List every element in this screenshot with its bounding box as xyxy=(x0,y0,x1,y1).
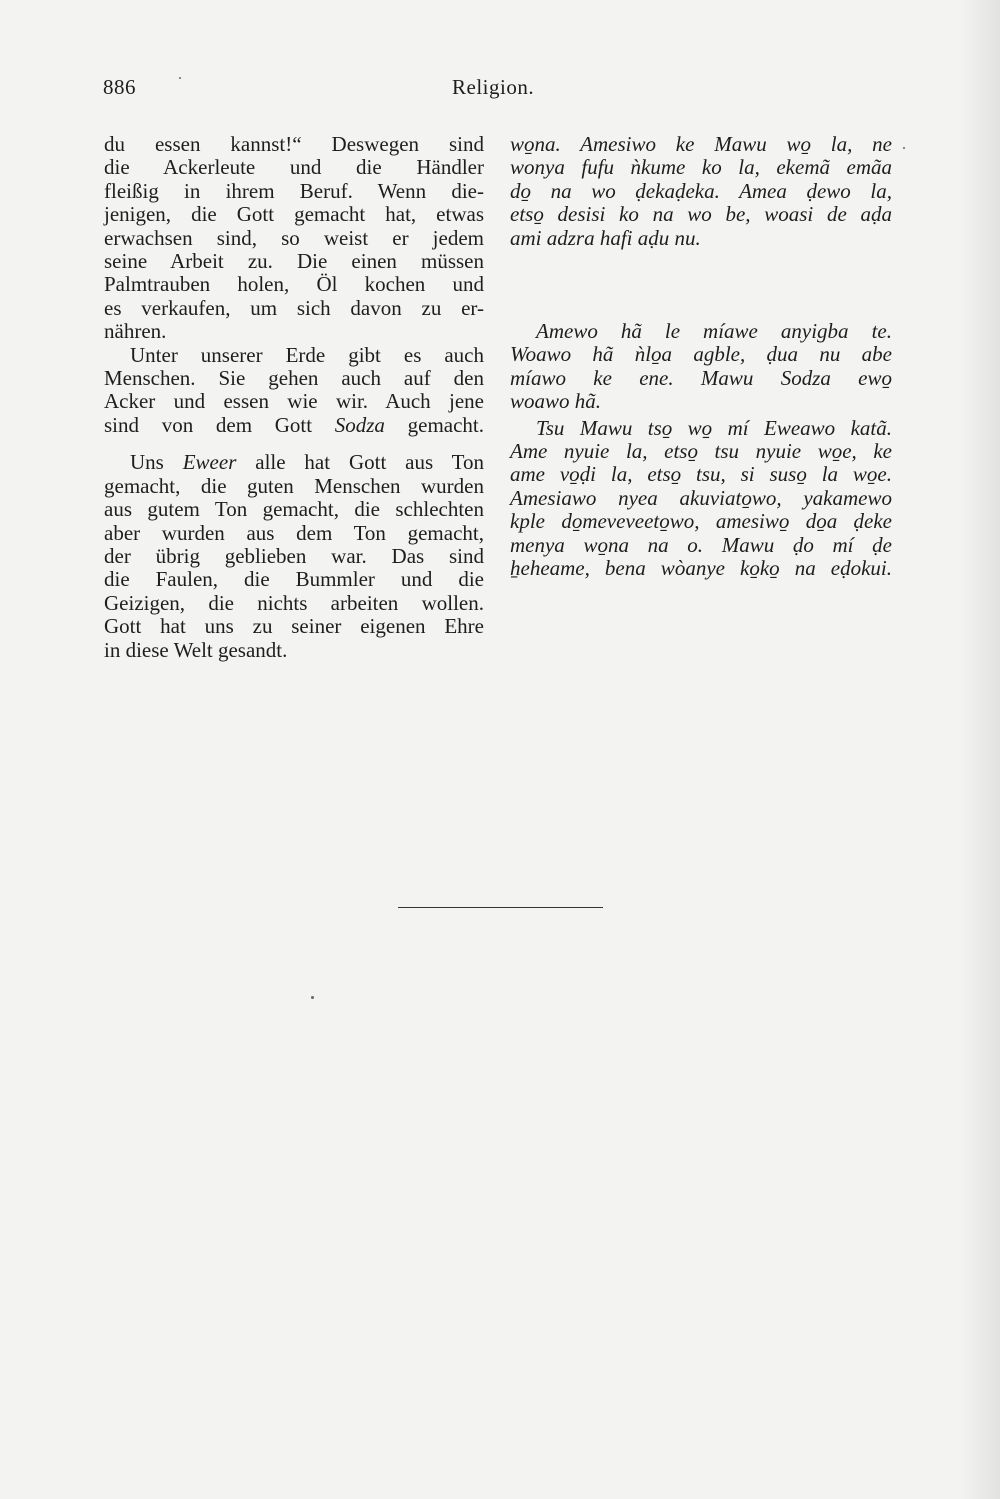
text-line: jenigen, die Gott gemacht hat, etwas xyxy=(104,202,484,227)
text-line xyxy=(104,414,484,437)
text-line: Amewo hã le míawe anyigba te. xyxy=(536,319,892,344)
text-line: die Ackerleute und die Händler xyxy=(104,155,484,180)
text-line: ẖeheame, bena wòanye ko̱ko̱ na eḍokui. xyxy=(510,556,892,581)
text-line: Palmtrauben holen, Öl kochen und xyxy=(104,272,484,297)
running-title: Religion. xyxy=(452,75,535,99)
left-column-german xyxy=(104,133,484,662)
text-line: Ame nyuie la, etso̱ tsu nyuie wo̱e, ke xyxy=(510,439,892,464)
text-span: alle hat Gott aus Ton xyxy=(255,450,485,475)
text-line: do̱ na wo ḍekaḍeka. Amea ḍewo la, xyxy=(510,178,892,203)
text-line: in diese Welt gesandt. xyxy=(104,637,288,662)
text-line: Gott hat uns zu seiner eigenen Ehre xyxy=(104,614,484,639)
text-line: gemacht, die guten Menschen wurden xyxy=(104,473,484,498)
text-line: nähren. xyxy=(104,319,167,344)
left-paragraph-1 xyxy=(104,133,484,344)
text-line: menya wo̱na na o. Mawu ḍo mí ḍe xyxy=(510,532,892,557)
text-line: fleißig in ihrem Beruf. Wenn die- xyxy=(104,178,484,203)
scan-speck xyxy=(903,147,905,149)
scan-speck xyxy=(311,996,314,999)
text-line: seine Arbeit zu. Die einen müssen xyxy=(104,249,484,274)
page-number: 886 xyxy=(103,75,136,99)
text-line: Geizigen, die nichts arbeiten wollen. xyxy=(104,590,484,615)
text-line: Tsu Mawu tso̱ wo̱ mí Eweawo katã. xyxy=(536,415,892,440)
right-paragraph-2 xyxy=(510,320,892,414)
text-span: gemacht. xyxy=(407,412,485,437)
scan-speck xyxy=(179,77,181,79)
text-line: ami adzra hafi aḍu nu. xyxy=(510,225,701,250)
text-line: erwachsen sind, so weist er jedem xyxy=(104,225,484,250)
deity-name-italic: Sodza xyxy=(334,412,385,437)
section-end-rule xyxy=(398,907,603,908)
text-line: Unter unserer Erde gibt es auch xyxy=(130,342,484,367)
text-line: Menschen. Sie gehen auch auf den xyxy=(104,366,484,391)
text-line: woawo hã. xyxy=(510,389,602,414)
left-paragraph-3 xyxy=(104,451,484,662)
text-line: wo̱na. Amesiwo ke Mawu wo̱ la, ne xyxy=(510,132,892,156)
text-line: die Faulen, die Bummler und die xyxy=(104,567,484,592)
people-name-italic: Eweer xyxy=(182,450,237,475)
text-line: Acker und essen wie wir. Auch jene xyxy=(104,389,484,414)
left-paragraph-2 xyxy=(104,344,484,438)
text-line: etso̱ desisi ko na wo be, woasi de aḍa xyxy=(510,202,892,227)
right-paragraph-1 xyxy=(510,133,892,250)
text-line: ame vo̱ḍi la, etso̱ tsu, si suso̱ la wo̱e. xyxy=(510,462,892,487)
text-line: Woawo hã ǹlo̱a agble, ḍua nu abe xyxy=(510,342,892,367)
text-line: es verkaufen, um sich davon zu er- xyxy=(104,295,484,320)
text-line: wonya fufu ǹkume ko la, ekemã emãa xyxy=(510,155,892,180)
text-line: kple do̱meveveeto̱wo, amesiwo̱ do̱a ḍeke xyxy=(510,509,892,534)
right-paragraph-3 xyxy=(510,417,892,581)
text-line: Amesiawo nyea akuviato̱wo, yakamewo xyxy=(510,485,892,510)
right-column-ewe xyxy=(510,133,892,581)
text-line: du essen kannst!“ Deswegen sind xyxy=(104,132,484,156)
text-span: sind von dem Gott xyxy=(104,412,313,437)
text-line: míawo ke ene. Mawu Sodza ewo̱ xyxy=(510,365,892,390)
text-line: der übrig geblieben war. Das sind xyxy=(104,543,484,568)
text-line: aus gutem Ton gemacht, die schlechten xyxy=(104,497,484,522)
scan-edge-shadow xyxy=(960,0,1000,1499)
text-span: Uns xyxy=(130,450,164,475)
text-line: aber wurden aus dem Ton gemacht, xyxy=(104,520,484,545)
text-line xyxy=(104,451,484,474)
